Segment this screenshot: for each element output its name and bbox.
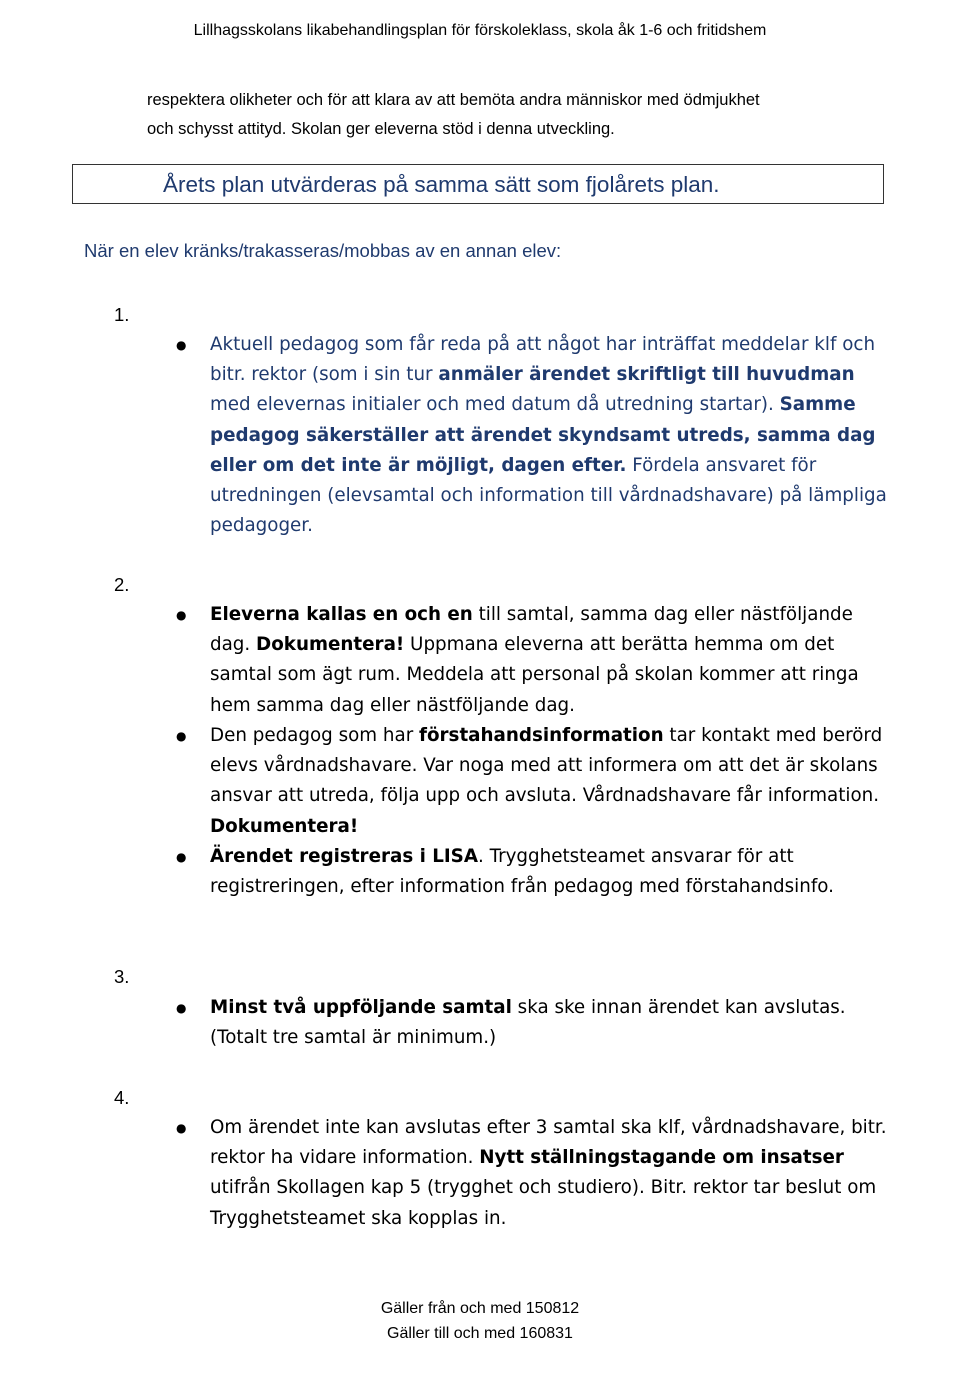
bullet-text: Den pedagog som har förstahandsinformation tar kontakt med berörd elevs vårdnadshavare. Var noga med att informera om att det är skolans ansvar att utreda, följa upp och avsluta. Vårdnadshavare får information. Dokumentera! [210,725,883,837]
bullet-text: Eleverna kallas en och en till samtal, samma dag eller nästföljande dag. Dokumentera! Uppmana eleverna att berätta hemma om det samtal som ägt rum. Meddela att personal på skolan kommer att ringa hem samma dag eller nästföljande dag. [210,604,859,716]
section-number-1: 1. [114,304,130,325]
bullet-text: Ärendet registreras i LISA. Trygghetsteamet ansvarar för att registreringen, efter information från pedagog med förstahandsinfo. [210,846,834,898]
bullet-item [176,600,896,721]
bullet-text: Om ärendet inte kan avslutas efter 3 samtal ska klf, vårdnadshavare, bitr. rektor ha vidare information. Nytt ställningstagande om insatser utifrån Skollagen kap 5 (trygghet och studiero). Bitr. rektor tar beslut om Trygghetsteamet ska kopplas in. [210,1117,887,1229]
bullet-icon: ● [176,1001,187,1015]
bullet-text: Aktuell pedagog som får reda på att något har inträffat meddelar klf och bitr. rektor (som i sin tur anmäler ärendet skriftligt till huvudman med elevernas initialer och med datum då utredning startar). Samme pedagog säkerställer att ärendet skyndsamt utreds, samma dag eller om det inte är möjligt, dagen efter. Fördela ansvaret för utredningen (elevsamtal och information till vårdnadshavare) på lämpliga pedagoger. [210,334,887,537]
bullet-item [176,842,896,902]
intro-line-1: respektera olikheter och för att klara av att bemöta andra människor med ödmjukhet [147,91,760,109]
footer-valid-to: Gäller till och med 160831 [387,1325,573,1342]
section-number-4: 4. [114,1087,130,1108]
bullet-text: Minst två uppföljande samtal ska ske innan ärendet kan avslutas. (Totalt tre samtal är minimum.) [210,997,846,1049]
bullet-icon: ● [176,850,187,864]
section-number-3: 3. [114,966,130,987]
bullet-icon: ● [176,729,187,743]
section-number-2: 2. [114,574,130,595]
section-subheading: När en elev kränks/trakasseras/mobbas av en annan elev: [84,240,562,261]
bullet-item [176,721,896,842]
boxed-heading: Årets plan utvärderas på samma sätt som fjolårets plan. [72,164,884,204]
intro-paragraph [147,86,907,144]
bullet-icon: ● [176,338,187,352]
bullet-icon: ● [176,608,187,622]
bullet-item [176,1113,896,1234]
page-header: Lillhagsskolans likabehandlingsplan för förskoleklass, skola åk 1-6 och fritidshem [193,22,767,39]
bullet-item [176,993,896,1053]
bullet-item [176,330,896,541]
intro-line-2: och schysst attityd. Skolan ger eleverna stöd i denna utveckling. [147,120,615,138]
bullet-icon: ● [176,1121,187,1135]
footer-valid-from: Gäller från och med 150812 [380,1300,580,1317]
